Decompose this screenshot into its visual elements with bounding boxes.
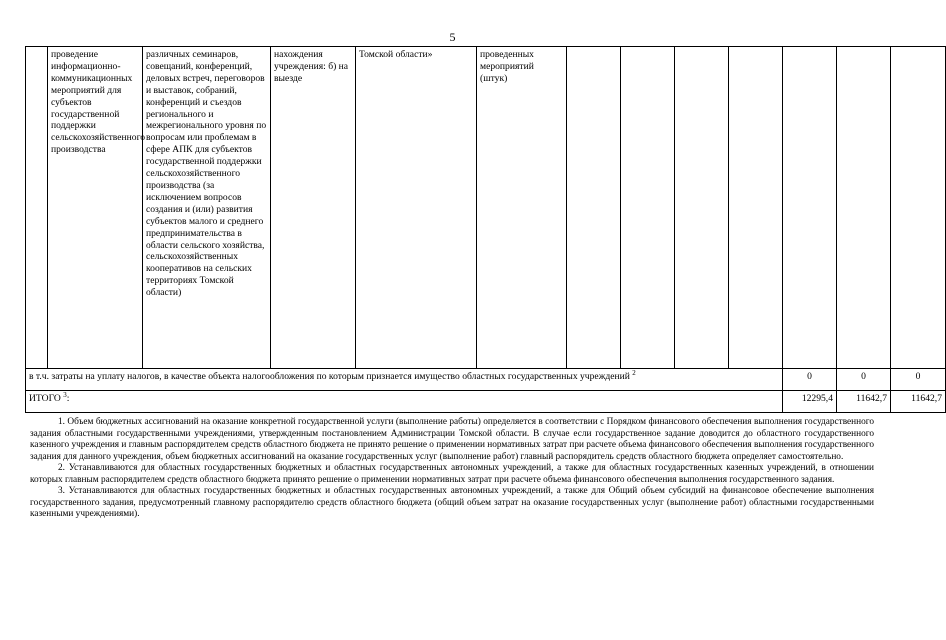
table-cell — [783, 47, 837, 369]
total-value-3: 11642,7 — [891, 391, 946, 413]
table-cell — [891, 47, 946, 369]
table-cell-region: Томской области» — [356, 47, 477, 369]
footnote-3: 3. Устанавливаются для областных государственных бюджетных и областных государственных автономных учреждений, а также для Общий объем субсидий на финансовое обеспечение выполнения государственного задания, предусмотренный главному распорядителю средств областного бюджета (общий объем затрат на оказание государственных услуг (выполнение работ) областными государственными казенными учреждениями). — [30, 486, 874, 519]
tax-value-1: 0 — [783, 369, 837, 391]
table-cell — [837, 47, 891, 369]
total-value-1: 12295,4 — [783, 391, 837, 413]
footnotes — [30, 417, 874, 521]
table-cell-unit: проведенных мероприятий (штук) — [477, 47, 567, 369]
budget-table — [25, 46, 946, 413]
footnote-2: 2. Устанавливаются для областных государственных бюджетных и областных государственных автономных учреждений, а также для областных государственных казенных учреждений, в отношении которых главным распорядителем средств областного бюджета принято решение о применении нормативных затрат при расчете объема финансового обеспечения выполнения государственного задания. — [30, 463, 874, 485]
table-cell — [621, 47, 675, 369]
tax-value-3: 0 — [891, 369, 946, 391]
tax-value-2: 0 — [837, 369, 891, 391]
tax-row — [26, 369, 946, 391]
table-row — [26, 47, 946, 369]
total-row-label: ИТОГО $^3$: — [26, 391, 783, 413]
table-cell — [26, 47, 48, 369]
table-cell — [567, 47, 621, 369]
table-cell — [729, 47, 783, 369]
page-number: 5 — [449, 30, 456, 44]
table-cell-location: нахождения учреждения: б) на выезде — [271, 47, 356, 369]
total-value-2: 11642,7 — [837, 391, 891, 413]
table-cell-description: различных семинаров, совещаний, конференций, деловых встреч, переговоров и выставок, собраний, конференций и съездов регионального и межрегионального уровня по вопросам или проблемам в сфере АПК для субъектов государственной поддержки сельскохозяйственного производства (за исключением вопросов создания и (или) развития субъектов малого и среднего предпринимательства в области сельского хозяйства, сельскохозяйственных кооперативов на сельских территориях Томской области) — [143, 47, 271, 369]
table-cell — [675, 47, 729, 369]
footnote-1: 1. Объем бюджетных ассигнований на оказание конкретной государственной услуги (выполнение работы) определяется в соответствии с Порядком финансового обеспечения выполнения государственного задания областными государственными учреждениями, утвержденным постановлением Администрации Томской области. В случае если государственное задание доводится до областного государственного казенного учреждения и главным распорядителем средств областного бюджета не принято решение о применении нормативных затрат при расчете объема финансового обеспечения выполнения государственного задания для данного учреждения, объем бюджетных ассигнований на оказание государственных услуг (выполнение работ) главный распорядитель средств областного бюджета определяет самостоятельно. — [30, 417, 874, 462]
tax-row-label: в т.ч. затраты на уплату налогов, в качестве объекта налогообложения по которым признается имущество областных государственных учреждений $^2$ — [26, 369, 783, 391]
total-row — [26, 391, 946, 413]
table-cell-activity: проведение информационно-коммуникационных мероприятий для субъектов государственной поддержки сельскохозяйственного производства — [48, 47, 143, 369]
